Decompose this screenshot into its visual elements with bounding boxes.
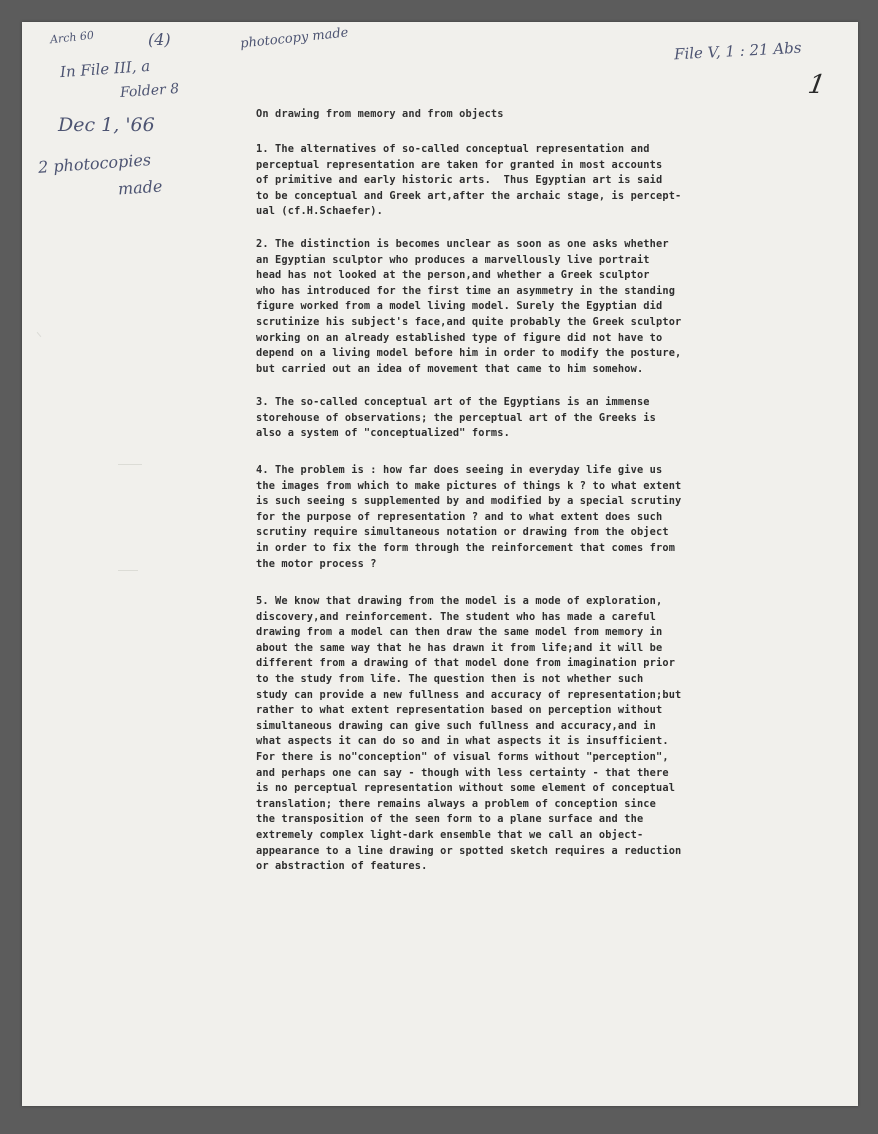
photocopy-note: photocopy made bbox=[239, 25, 350, 52]
text-line: what aspects it can do so and in what aspects it is insufficient. bbox=[256, 735, 669, 748]
page-number: 1 bbox=[802, 70, 831, 100]
paragraph-3 bbox=[256, 395, 856, 442]
text-line: or abstraction of features. bbox=[256, 860, 428, 873]
margin-mark bbox=[118, 464, 142, 465]
text-line: different from a drawing of that model done from imagination prior bbox=[256, 657, 676, 670]
text-line: an Egyptian sculptor who produces a marvellously live portrait bbox=[256, 253, 650, 266]
text-line: the images from which to make pictures of things k ? to what extent bbox=[256, 479, 682, 492]
photocopies-line2: made bbox=[117, 176, 163, 199]
text-line: perceptual representation are taken for granted in most accounts bbox=[256, 158, 663, 171]
text-line: 4. The problem is : how far does seeing in everyday life give us bbox=[256, 464, 663, 476]
text-line: for the purpose of representation ? and to what extent does such bbox=[256, 510, 663, 523]
text-line: working on an already established type of figure did not have to bbox=[256, 331, 663, 344]
text-line: scrutiny require simultaneous notation or drawing from the object bbox=[256, 526, 669, 539]
text-line: 2. The distinction is becomes unclear as soon as one asks whether bbox=[256, 238, 669, 250]
text-line: extremely complex light-dark ensemble that we call an object- bbox=[256, 828, 644, 841]
text-line: storehouse of observations; the perceptual art of the Greeks is bbox=[256, 411, 657, 424]
file-reference: File V, 1 : 21 Abs bbox=[673, 38, 802, 64]
file-folder-line2: Folder 8 bbox=[119, 80, 180, 102]
text-line: depend on a living model before him in order to modify the posture, bbox=[256, 347, 682, 360]
text-line: and perhaps one can say - though with less certainty - that there bbox=[256, 766, 669, 779]
box-number: (4) bbox=[148, 30, 171, 49]
text-line: head has not looked at the person,and whether a Greek sculptor bbox=[256, 269, 650, 282]
margin-mark bbox=[118, 570, 138, 571]
text-line: the motor process ? bbox=[256, 557, 377, 570]
text-line: is such seeing s supplemented by and modified by a special scrutiny bbox=[256, 495, 682, 508]
text-line: discovery,and reinforcement. The student who has made a careful bbox=[256, 610, 657, 623]
text-line: figure worked from a model living model. Surely the Egyptian did bbox=[256, 300, 663, 313]
document-page bbox=[22, 22, 858, 1106]
text-line: of primitive and early historic arts. Thus Egyptian art is said bbox=[256, 174, 663, 187]
text-line: 1. The alternatives of so-called conceptual representation and bbox=[256, 143, 650, 155]
text-line: about the same way that he has drawn it from life;and it will be bbox=[256, 641, 663, 654]
text-line: 3. The so-called conceptual art of the Egyptians is an immense bbox=[256, 396, 650, 408]
text-line: ual (cf.H.Schaefer). bbox=[256, 205, 383, 218]
paragraph-2 bbox=[256, 237, 856, 377]
margin-mark bbox=[37, 332, 42, 337]
text-line: 5. We know that drawing from the model is a mode of exploration, bbox=[256, 595, 663, 607]
text-line: simultaneous drawing can give such fullness and accuracy,and in bbox=[256, 719, 657, 732]
text-line: drawing from a model can then draw the same model from memory in bbox=[256, 626, 663, 639]
text-line: For there is no"conception" of visual forms without "perception", bbox=[256, 750, 669, 763]
text-line: scrutinize his subject's face,and quite probably the Greek sculptor bbox=[256, 315, 682, 328]
text-line: is no perceptual representation without some element of conceptual bbox=[256, 782, 676, 795]
text-line: to the study from life. The question then is not whether such bbox=[256, 672, 644, 685]
text-line: in order to fix the form through the reinforcement that comes from bbox=[256, 541, 676, 554]
text-line: the transposition of the seen form to a plane surface and the bbox=[256, 813, 644, 826]
archive-note: Arch 60 bbox=[49, 28, 95, 47]
text-line: rather to what extent representation based on perception without bbox=[256, 704, 663, 717]
text-line: appearance to a line drawing or spotted sketch requires a reduction bbox=[256, 844, 682, 857]
document-title: On drawing from memory and from objects bbox=[256, 108, 504, 120]
file-folder-line1: In File III, a bbox=[59, 56, 151, 82]
text-line: who has introduced for the first time an asymmetry in the standing bbox=[256, 284, 676, 297]
text-line: also a system of "conceptualized" forms. bbox=[256, 427, 510, 440]
text-line: translation; there remains always a problem of conception since bbox=[256, 797, 657, 810]
text-line: to be conceptual and Greek art,after the archaic stage, is percept- bbox=[256, 189, 682, 202]
paragraph-5 bbox=[256, 594, 856, 875]
date-note: Dec 1, '66 bbox=[58, 114, 155, 136]
paragraph-4 bbox=[256, 463, 856, 572]
text-line: but carried out an idea of movement that came to him somehow. bbox=[256, 362, 644, 375]
photocopies-line1: 2 photocopies bbox=[37, 150, 152, 177]
paragraph-1 bbox=[256, 142, 856, 220]
text-line: study can provide a new fullness and accuracy of representation;but bbox=[256, 688, 682, 701]
